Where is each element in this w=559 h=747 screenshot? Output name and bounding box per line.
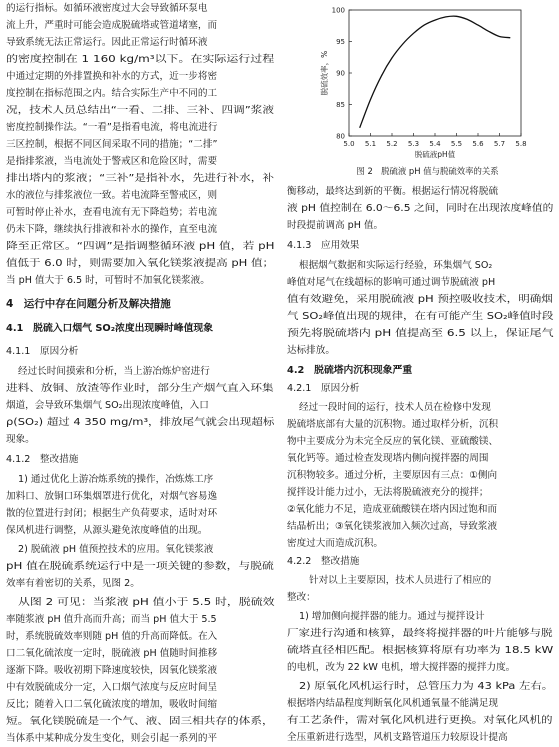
body-text-line: ②氧化能力不足，造成亚硫酸镁在塔内因过饱和而 (287, 504, 498, 515)
body-text-line: 针对以上主要原因，技术人员进行了相应的 (309, 575, 492, 586)
body-text-line: 口二氧化硫浓度一定时，脱硫液 pH 值随时间推移 (6, 648, 218, 659)
body-text-line: 导致系统无法正常运行。因此正常运行时循环液 (6, 37, 208, 48)
body-text-line: 全压重新进行选型，风机支路管道压力较原设计提高 (287, 732, 508, 743)
section-heading: 4.1.1 原因分析 (6, 346, 79, 357)
x-tick-label: 5.6 (472, 140, 484, 148)
body-text-line: 逐渐下降。吸收初期下降速度较快，因氧化镁浆液 (6, 665, 218, 676)
body-text-line: 排出塔内的浆液；“三补”是指补水，先进行补水，补 (6, 173, 275, 184)
plot-frame (349, 10, 521, 136)
y-axis-label: 脱硫效率，% (320, 50, 329, 96)
x-tick-label: 5.3 (407, 140, 420, 148)
body-text-line: 短。氧化镁脱硫是一个气、液、固三相共存的体系， (6, 716, 274, 727)
body-text-line: 脱硫塔底部有大量的沉积物。通过取样分析，沉积 (287, 419, 499, 430)
body-text-line: 物中主要成分为未完全反应的氧化镁、亚硫酸镁、 (287, 436, 499, 447)
y-tick-label: 90 (336, 69, 345, 78)
body-text-line: 散的位置进行封闭；根据生产负荷要求，适时对环 (6, 508, 218, 519)
section-heading: 4.1 脱硫入口烟气 SO₂浓度出现瞬时峰值现象 (6, 323, 213, 334)
x-tick-label: 5.5 (450, 140, 463, 148)
x-tick-label: 5.1 (364, 140, 377, 148)
body-text-line: 流上升，严重时可能会造成脱硫塔或管道堵塞，而 (6, 20, 218, 31)
x-tick-label: 5.4 (429, 140, 441, 148)
body-text-line: 从图 2 可见：当浆液 pH 值小于 5.5 时，脱硫效 (18, 597, 275, 608)
section-heading: 4.2.1 原因分析 (287, 383, 360, 394)
body-text-line: 沉积物较多。通过分析，主要原因有三点：①侧向 (287, 470, 498, 481)
body-text-line: 反比；随着入口二氧化硫浓度的增加，吸收时间缩 (6, 699, 218, 710)
efficiency-ph-chart (293, 0, 555, 172)
body-text-line: 保风机进行调整，从源头避免浓度峰值的出现。 (6, 525, 208, 536)
body-text-line: 效率有着密切的关系，见图 2。 (6, 578, 140, 589)
section-heading: 4.2 脱硫塔内沉积现象严重 (287, 365, 413, 376)
body-text-line: 的密度控制在 1 160 kg/m³以下。在实际运行过程 (6, 54, 275, 65)
body-text-line: 度控制在指标范围之内。结合实际生产中不同的工 (6, 88, 218, 99)
section-heading: 4.1.3 应用效果 (287, 240, 360, 251)
body-text-line: 进料、放铜、放渣等作业时，部分生产烟气直入环集 (6, 383, 274, 394)
y-tick-label: 95 (336, 38, 345, 46)
y-tick-label: 85 (336, 101, 345, 109)
body-text-line: 时段提前调高 pH 值。 (287, 220, 384, 231)
body-text-line: 根据塔内结晶程度判断氧化风机通氧量不能满足现 (287, 698, 499, 709)
body-text-line: 有工艺条件，需对氧化风机进行更换。对氧化风机的 (287, 715, 553, 726)
body-text-line: 降至正常区。“四调”是指调整循环液 pH 值，若 pH (6, 241, 275, 252)
body-text-line: 中通过定期的外排置换和补水的方式，近一步将密 (6, 71, 218, 82)
body-text-line: 经过长时间摸索和分析，当上游冶炼炉窑进行 (18, 366, 210, 377)
x-tick-label: 5.7 (493, 140, 506, 148)
section-heading: 4.1.2 整改措施 (6, 454, 79, 465)
body-text-line: 可暂时停止补水，查看电流有无下降趋势；若电流 (6, 207, 218, 218)
x-axis-label: 脱硫液pH值 (414, 150, 456, 159)
body-text-line: 1) 增加侧向搅拌器的能力。通过与搅拌设计 (299, 611, 485, 622)
body-text-line: 经过一段时间的运行，技术人员在检修中发现 (299, 402, 491, 413)
figure-caption: 图 2 脱硫液 pH 值与脱硫效率的关系 (356, 166, 499, 176)
section-heading: 4.2.2 整改措施 (287, 556, 360, 567)
body-text-line: 值有效避免，采用脱硫液 pH 预控吸收技术，明确烟 (287, 294, 553, 305)
body-text-line: 整改： (287, 592, 316, 603)
body-text-line: 2) 原氧化风机运行时，总管压力为 43 kPa 左右。 (299, 681, 554, 692)
body-text-line: 况，技术人员总结出“一看、二排、三补、四调”浆液 (6, 105, 275, 116)
body-text-line: 1) 通过优化上游冶炼系统的操作，冶炼炼工序 (18, 474, 214, 485)
body-text-line: 现象。 (6, 434, 35, 445)
x-tick-label: 5.8 (515, 140, 527, 148)
y-tick-label: 80 (336, 132, 345, 141)
efficiency-curve (360, 16, 511, 128)
section-heading: 4 运行中存在问题分析及解决措施 (6, 298, 171, 310)
body-text-line: 的运行指标。如循环液密度过大会导致循环泵电 (6, 3, 208, 14)
body-text-line: 值低于 6.0 时，则需要加入氧化镁浆液提高 pH 值； (6, 258, 275, 269)
body-text-line: 中有效脱硫成分一定，入口烟气浓度与反应时间呈 (6, 682, 218, 693)
y-tick-label: 100 (331, 6, 345, 15)
body-text-line: 搅拌设计能力过小，无法将脱硫液充分的搅拌； (287, 487, 489, 498)
body-text-line: 根据烟气数据和实际运行经验，环集烟气 SO₂ (299, 260, 493, 271)
body-text-line: 加料口、放铜口环集烟罩进行优化，对烟气容易逸 (6, 491, 218, 502)
body-text-line: 气 SO₂峰值出现的规律，在有可能产生 SO₂峰值时段 (287, 311, 554, 322)
body-text-line: 率随浆液 pH 值升高而升高；而当 pH 值大于 5.5 (6, 614, 217, 625)
body-text-line: 烟道，会导致环集烟气 SO₂出现浓度峰值，入口 (6, 400, 209, 411)
body-text-line: 的电机，改为 22 kW 电机，增大搅拌器的搅拌力度。 (287, 662, 516, 673)
body-text-line: 时，系统脱硫效率则随 pH 值的升高而降低。在入 (6, 631, 218, 642)
body-text-line: 当体系中某种成分发生变化，则会引起一系列的平 (6, 733, 218, 744)
body-text-line: 是指排浆液，当电流处于警戒区和危险区时，需要 (6, 156, 218, 167)
body-text-line: 密度控制操作法。“一看”是指看电流，将电流进行 (6, 122, 218, 133)
body-text-line: 结晶析出；③氧化镁浆液加入频次过高，导致浆液 (287, 521, 498, 532)
body-text-line: 液 pH 值控制在 6.0～6.5 之间，同时在出现浓度峰值的 (287, 203, 554, 214)
body-text-line: 预先将脱硫塔内 pH 值提高至 6.5 以上，保证尾气 (287, 328, 554, 339)
body-text-line: 硫塔直径相匹配。根据核算将原有功率为 18.5 kW (287, 645, 554, 656)
body-text-line: 达标排放。 (287, 345, 335, 356)
body-text-line: 衡移动，最终达到新的平衡。根据运行情况将脱硫 (287, 186, 499, 197)
body-text-line: 当 pH 值大于 6.5 时，可暂时不加氧化镁浆液。 (6, 275, 210, 286)
body-text-line: 水的液位与排浆液位一致。若电流降至警戒区，则 (6, 190, 218, 201)
body-text-line: pH 值在脱硫系统运行中是一项关键的参数，与脱硫 (6, 561, 274, 572)
x-tick-label: 5.0 (343, 140, 355, 148)
body-text-line: 三区控制，根据不同区间采取不同的措施；“二排” (6, 139, 218, 150)
body-text-line: 仍未下降，继续执行排液和补水的操作，直至电流 (6, 224, 218, 235)
body-text-line: ρ(SO₂) 超过 4 350 mg/m³，排放尾气就会出现超标 (6, 417, 275, 428)
body-text-line: 2) 脱硫液 pH 值预控技术的应用。氧化镁浆液 (18, 544, 214, 555)
body-text-line: 密度过大而造成沉积。 (287, 538, 383, 549)
body-text-line: 峰值对尾气在线超标的影响可通过调节脱硫液 pH (287, 277, 496, 288)
body-text-line: 厂家进行沟通和核算，最终将搅拌器的叶片能够与脱 (287, 628, 553, 639)
body-text-line: 氧化钙等。通过检查发现塔内侧向搅拌器的周围 (287, 453, 489, 464)
x-tick-label: 5.2 (386, 140, 398, 148)
